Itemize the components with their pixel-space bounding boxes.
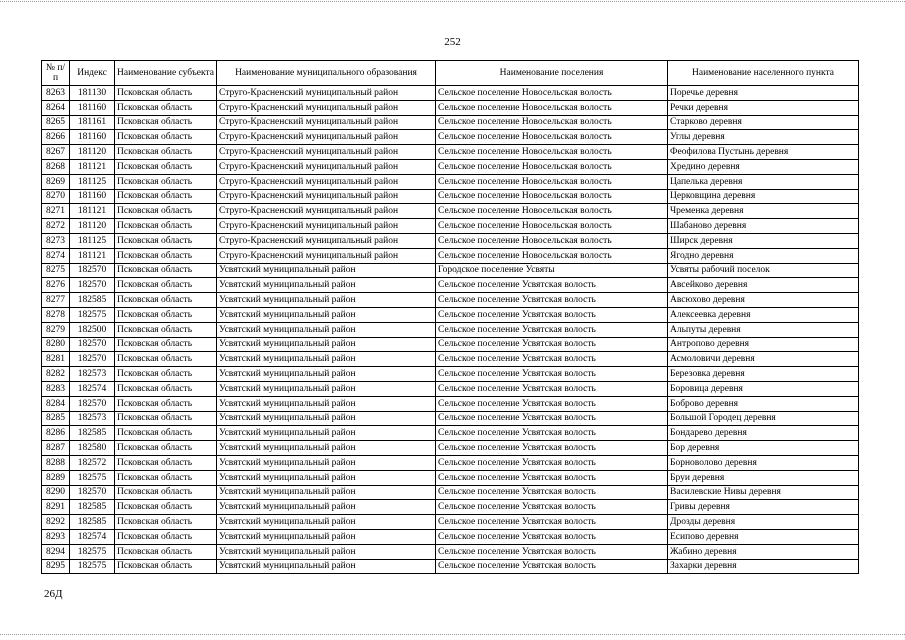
table-row	[42, 485, 859, 500]
cell-index: 182573	[70, 411, 115, 426]
cell-index: 181125	[70, 233, 115, 248]
cell-settlement: Сельское поселение Усвятская волость	[436, 500, 668, 515]
cell-settlement: Сельское поселение Усвятская волость	[436, 441, 668, 456]
cell-settlement: Сельское поселение Усвятская волость	[436, 381, 668, 396]
cell-subject: Псковская область	[115, 544, 217, 559]
cell-subject: Псковская область	[115, 455, 217, 470]
cell-subject: Псковская область	[115, 529, 217, 544]
cell-locality: Цапелька деревня	[668, 174, 859, 189]
cell-num: 8279	[42, 322, 70, 337]
cell-index: 181120	[70, 145, 115, 160]
cell-locality: Старково деревня	[668, 115, 859, 130]
cell-settlement: Сельское поселение Усвятская волость	[436, 559, 668, 574]
cell-settlement: Сельское поселение Усвятская волость	[436, 529, 668, 544]
cell-settlement: Сельское поселение Усвятская волость	[436, 470, 668, 485]
cell-index: 181121	[70, 159, 115, 174]
cell-index: 182585	[70, 426, 115, 441]
cell-num: 8295	[42, 559, 70, 574]
cell-settlement: Сельское поселение Новосельская волость	[436, 100, 668, 115]
cell-subject: Псковская область	[115, 219, 217, 234]
cell-locality: Ягодно деревня	[668, 248, 859, 263]
table-row	[42, 367, 859, 382]
cell-index: 182570	[70, 396, 115, 411]
header-num: № п/п	[42, 61, 70, 86]
cell-num: 8269	[42, 174, 70, 189]
cell-num: 8273	[42, 233, 70, 248]
table-row	[42, 159, 859, 174]
table-row	[42, 455, 859, 470]
cell-locality: Авсейково деревня	[668, 278, 859, 293]
cell-index: 182574	[70, 529, 115, 544]
table-row	[42, 396, 859, 411]
cell-municipal: Струго-Красненский муниципальный район	[217, 233, 436, 248]
cell-num: 8283	[42, 381, 70, 396]
cell-settlement: Сельское поселение Новосельская волость	[436, 189, 668, 204]
cell-num: 8284	[42, 396, 70, 411]
cell-municipal: Струго-Красненский муниципальный район	[217, 100, 436, 115]
cell-subject: Псковская область	[115, 263, 217, 278]
cell-num: 8278	[42, 307, 70, 322]
cell-settlement: Сельское поселение Усвятская волость	[436, 515, 668, 530]
cell-subject: Псковская область	[115, 248, 217, 263]
cell-num: 8280	[42, 337, 70, 352]
table-row	[42, 441, 859, 456]
cell-locality: Усвяты рабочий поселок	[668, 263, 859, 278]
cell-index: 181125	[70, 174, 115, 189]
header-index: Индекс	[70, 61, 115, 86]
cell-subject: Псковская область	[115, 337, 217, 352]
table-row	[42, 337, 859, 352]
cell-index: 181130	[70, 86, 115, 101]
cell-locality: Ширск деревня	[668, 233, 859, 248]
table-row	[42, 426, 859, 441]
cell-municipal: Усвятский муниципальный район	[217, 515, 436, 530]
table-row	[42, 263, 859, 278]
cell-settlement: Сельское поселение Усвятская волость	[436, 455, 668, 470]
cell-subject: Псковская область	[115, 411, 217, 426]
cell-settlement: Сельское поселение Новосельская волость	[436, 219, 668, 234]
cell-settlement: Сельское поселение Усвятская волость	[436, 337, 668, 352]
cell-locality: Василевские Нивы деревня	[668, 485, 859, 500]
table-row	[42, 411, 859, 426]
cell-locality: Жабино деревня	[668, 544, 859, 559]
cell-municipal: Струго-Красненский муниципальный район	[217, 189, 436, 204]
cell-index: 181160	[70, 100, 115, 115]
cell-locality: Речки деревня	[668, 100, 859, 115]
table-row	[42, 559, 859, 574]
cell-num: 8294	[42, 544, 70, 559]
cell-index: 182575	[70, 559, 115, 574]
cell-index: 182570	[70, 278, 115, 293]
header-settlement: Наименование поселения	[436, 61, 668, 86]
cell-locality: Есипово деревня	[668, 529, 859, 544]
cell-municipal: Усвятский муниципальный район	[217, 278, 436, 293]
cell-settlement: Сельское поселение Новосельская волость	[436, 130, 668, 145]
table-body	[42, 86, 859, 574]
cell-municipal: Усвятский муниципальный район	[217, 559, 436, 574]
cell-settlement: Сельское поселение Новосельская волость	[436, 248, 668, 263]
cell-index: 182580	[70, 441, 115, 456]
cell-settlement: Сельское поселение Новосельская волость	[436, 204, 668, 219]
table-row	[42, 529, 859, 544]
table-row	[42, 204, 859, 219]
cell-settlement: Сельское поселение Новосельская волость	[436, 145, 668, 160]
cell-municipal: Усвятский муниципальный район	[217, 381, 436, 396]
table-row	[42, 381, 859, 396]
table-header-row	[42, 61, 859, 86]
table-row	[42, 189, 859, 204]
cell-locality: Авсюхово деревня	[668, 293, 859, 308]
cell-num: 8277	[42, 293, 70, 308]
cell-settlement: Сельское поселение Усвятская волость	[436, 411, 668, 426]
cell-index: 181160	[70, 130, 115, 145]
cell-subject: Псковская область	[115, 485, 217, 500]
cell-municipal: Усвятский муниципальный район	[217, 352, 436, 367]
cell-settlement: Сельское поселение Усвятская волость	[436, 396, 668, 411]
cell-municipal: Усвятский муниципальный район	[217, 544, 436, 559]
scan-edge-bottom	[0, 634, 905, 635]
cell-index: 182572	[70, 455, 115, 470]
cell-subject: Псковская область	[115, 174, 217, 189]
cell-locality: Антропово деревня	[668, 337, 859, 352]
cell-num: 8282	[42, 367, 70, 382]
cell-municipal: Струго-Красненский муниципальный район	[217, 86, 436, 101]
cell-subject: Псковская область	[115, 441, 217, 456]
cell-municipal: Усвятский муниципальный район	[217, 396, 436, 411]
cell-municipal: Струго-Красненский муниципальный район	[217, 115, 436, 130]
cell-num: 8291	[42, 500, 70, 515]
cell-locality: Углы деревня	[668, 130, 859, 145]
cell-num: 8275	[42, 263, 70, 278]
cell-municipal: Струго-Красненский муниципальный район	[217, 159, 436, 174]
cell-locality: Большой Городец деревня	[668, 411, 859, 426]
cell-index: 182575	[70, 470, 115, 485]
cell-subject: Псковская область	[115, 470, 217, 485]
table-row	[42, 174, 859, 189]
header-subject: Наименование субъекта	[115, 61, 217, 86]
table-row	[42, 293, 859, 308]
cell-municipal: Усвятский муниципальный район	[217, 441, 436, 456]
cell-locality: Бруи деревня	[668, 470, 859, 485]
cell-settlement: Сельское поселение Усвятская волость	[436, 293, 668, 308]
cell-locality: Борноволово деревня	[668, 455, 859, 470]
cell-num: 8290	[42, 485, 70, 500]
cell-locality: Шабаново деревня	[668, 219, 859, 234]
cell-municipal: Струго-Красненский муниципальный район	[217, 130, 436, 145]
cell-num: 8272	[42, 219, 70, 234]
cell-locality: Асмоловичи деревня	[668, 352, 859, 367]
table-row	[42, 500, 859, 515]
cell-num: 8266	[42, 130, 70, 145]
cell-num: 8285	[42, 411, 70, 426]
cell-locality: Гривы деревня	[668, 500, 859, 515]
cell-settlement: Сельское поселение Усвятская волость	[436, 426, 668, 441]
cell-subject: Псковская область	[115, 500, 217, 515]
cell-num: 8286	[42, 426, 70, 441]
cell-locality: Поречье деревня	[668, 86, 859, 101]
table-row	[42, 322, 859, 337]
cell-index: 182573	[70, 367, 115, 382]
cell-subject: Псковская область	[115, 307, 217, 322]
cell-subject: Псковская область	[115, 352, 217, 367]
cell-municipal: Усвятский муниципальный район	[217, 263, 436, 278]
cell-municipal: Струго-Красненский муниципальный район	[217, 204, 436, 219]
table-row	[42, 100, 859, 115]
cell-subject: Псковская область	[115, 204, 217, 219]
cell-municipal: Усвятский муниципальный район	[217, 411, 436, 426]
table-row	[42, 233, 859, 248]
cell-municipal: Усвятский муниципальный район	[217, 307, 436, 322]
table-row	[42, 115, 859, 130]
cell-index: 181160	[70, 189, 115, 204]
cell-subject: Псковская область	[115, 322, 217, 337]
cell-num: 8288	[42, 455, 70, 470]
cell-locality: Феофилова Пустынь деревня	[668, 145, 859, 160]
cell-locality: Дрозды деревня	[668, 515, 859, 530]
cell-index: 182570	[70, 337, 115, 352]
cell-municipal: Усвятский муниципальный район	[217, 470, 436, 485]
cell-num: 8274	[42, 248, 70, 263]
cell-subject: Псковская область	[115, 233, 217, 248]
cell-num: 8289	[42, 470, 70, 485]
cell-subject: Псковская область	[115, 278, 217, 293]
table-row	[42, 352, 859, 367]
cell-municipal: Усвятский муниципальный район	[217, 367, 436, 382]
cell-municipal: Усвятский муниципальный район	[217, 500, 436, 515]
cell-index: 182570	[70, 485, 115, 500]
cell-locality: Боровица деревня	[668, 381, 859, 396]
cell-index: 182574	[70, 381, 115, 396]
cell-index: 182575	[70, 307, 115, 322]
cell-municipal: Усвятский муниципальный район	[217, 455, 436, 470]
cell-municipal: Струго-Красненский муниципальный район	[217, 145, 436, 160]
table-row	[42, 145, 859, 160]
cell-subject: Псковская область	[115, 426, 217, 441]
cell-subject: Псковская область	[115, 100, 217, 115]
cell-municipal: Усвятский муниципальный район	[217, 485, 436, 500]
cell-locality: Хредино деревня	[668, 159, 859, 174]
cell-num: 8270	[42, 189, 70, 204]
cell-num: 8268	[42, 159, 70, 174]
cell-subject: Псковская область	[115, 189, 217, 204]
cell-municipal: Струго-Красненский муниципальный район	[217, 219, 436, 234]
cell-num: 8264	[42, 100, 70, 115]
cell-locality: Захарки деревня	[668, 559, 859, 574]
cell-municipal: Струго-Красненский муниципальный район	[217, 174, 436, 189]
cell-index: 182585	[70, 500, 115, 515]
cell-subject: Псковская область	[115, 367, 217, 382]
cell-subject: Псковская область	[115, 559, 217, 574]
cell-index: 181120	[70, 219, 115, 234]
cell-settlement: Сельское поселение Новосельская волость	[436, 159, 668, 174]
cell-num: 8267	[42, 145, 70, 160]
cell-index: 182585	[70, 293, 115, 308]
cell-settlement: Сельское поселение Новосельская волость	[436, 115, 668, 130]
cell-settlement: Сельское поселение Усвятская волость	[436, 307, 668, 322]
cell-subject: Псковская область	[115, 381, 217, 396]
table-row	[42, 86, 859, 101]
cell-subject: Псковская область	[115, 86, 217, 101]
settlements-table	[41, 60, 859, 574]
cell-settlement: Сельское поселение Усвятская волость	[436, 485, 668, 500]
cell-index: 182570	[70, 352, 115, 367]
table-row	[42, 307, 859, 322]
cell-subject: Псковская область	[115, 159, 217, 174]
table-row	[42, 219, 859, 234]
cell-settlement: Сельское поселение Новосельская волость	[436, 174, 668, 189]
cell-index: 182575	[70, 544, 115, 559]
scan-edge-top	[0, 1, 905, 2]
cell-num: 8276	[42, 278, 70, 293]
cell-index: 182500	[70, 322, 115, 337]
cell-num: 8293	[42, 529, 70, 544]
cell-locality: Боброво деревня	[668, 396, 859, 411]
header-locality: Наименование населенного пункта	[668, 61, 859, 86]
cell-locality: Альпуты деревня	[668, 322, 859, 337]
table-row	[42, 278, 859, 293]
cell-subject: Псковская область	[115, 115, 217, 130]
cell-municipal: Усвятский муниципальный район	[217, 426, 436, 441]
table-row	[42, 515, 859, 530]
cell-settlement: Сельское поселение Усвятская волость	[436, 544, 668, 559]
table-row	[42, 130, 859, 145]
cell-subject: Псковская область	[115, 130, 217, 145]
cell-subject: Псковская область	[115, 145, 217, 160]
cell-num: 8271	[42, 204, 70, 219]
cell-municipal: Усвятский муниципальный район	[217, 529, 436, 544]
cell-locality: Алексеевка деревня	[668, 307, 859, 322]
cell-settlement: Сельское поселение Усвятская волость	[436, 322, 668, 337]
cell-subject: Псковская область	[115, 515, 217, 530]
cell-settlement: Городское поселение Усвяты	[436, 263, 668, 278]
cell-locality: Чременка деревня	[668, 204, 859, 219]
cell-subject: Псковская область	[115, 293, 217, 308]
cell-index: 181121	[70, 204, 115, 219]
table-row	[42, 544, 859, 559]
cell-index: 182570	[70, 263, 115, 278]
page-number: 252	[444, 36, 461, 48]
cell-settlement: Сельское поселение Новосельская волость	[436, 86, 668, 101]
cell-num: 8292	[42, 515, 70, 530]
cell-num: 8287	[42, 441, 70, 456]
cell-municipal: Струго-Красненский муниципальный район	[217, 248, 436, 263]
cell-settlement: Сельское поселение Новосельская волость	[436, 233, 668, 248]
cell-num: 8281	[42, 352, 70, 367]
footer-code: 26Д	[44, 588, 63, 600]
cell-num: 8263	[42, 86, 70, 101]
cell-subject: Псковская область	[115, 396, 217, 411]
cell-locality: Бондарево деревня	[668, 426, 859, 441]
cell-municipal: Усвятский муниципальный район	[217, 337, 436, 352]
cell-locality: Березовка деревня	[668, 367, 859, 382]
cell-municipal: Усвятский муниципальный район	[217, 322, 436, 337]
cell-settlement: Сельское поселение Усвятская волость	[436, 278, 668, 293]
header-municipal: Наименование муниципального образования	[217, 61, 436, 86]
cell-num: 8265	[42, 115, 70, 130]
cell-locality: Бор деревня	[668, 441, 859, 456]
cell-locality: Церковщина деревня	[668, 189, 859, 204]
table-row	[42, 248, 859, 263]
cell-municipal: Усвятский муниципальный район	[217, 293, 436, 308]
cell-index: 181121	[70, 248, 115, 263]
table-row	[42, 470, 859, 485]
cell-index: 181161	[70, 115, 115, 130]
cell-index: 182585	[70, 515, 115, 530]
cell-settlement: Сельское поселение Усвятская волость	[436, 367, 668, 382]
cell-settlement: Сельское поселение Усвятская волость	[436, 352, 668, 367]
